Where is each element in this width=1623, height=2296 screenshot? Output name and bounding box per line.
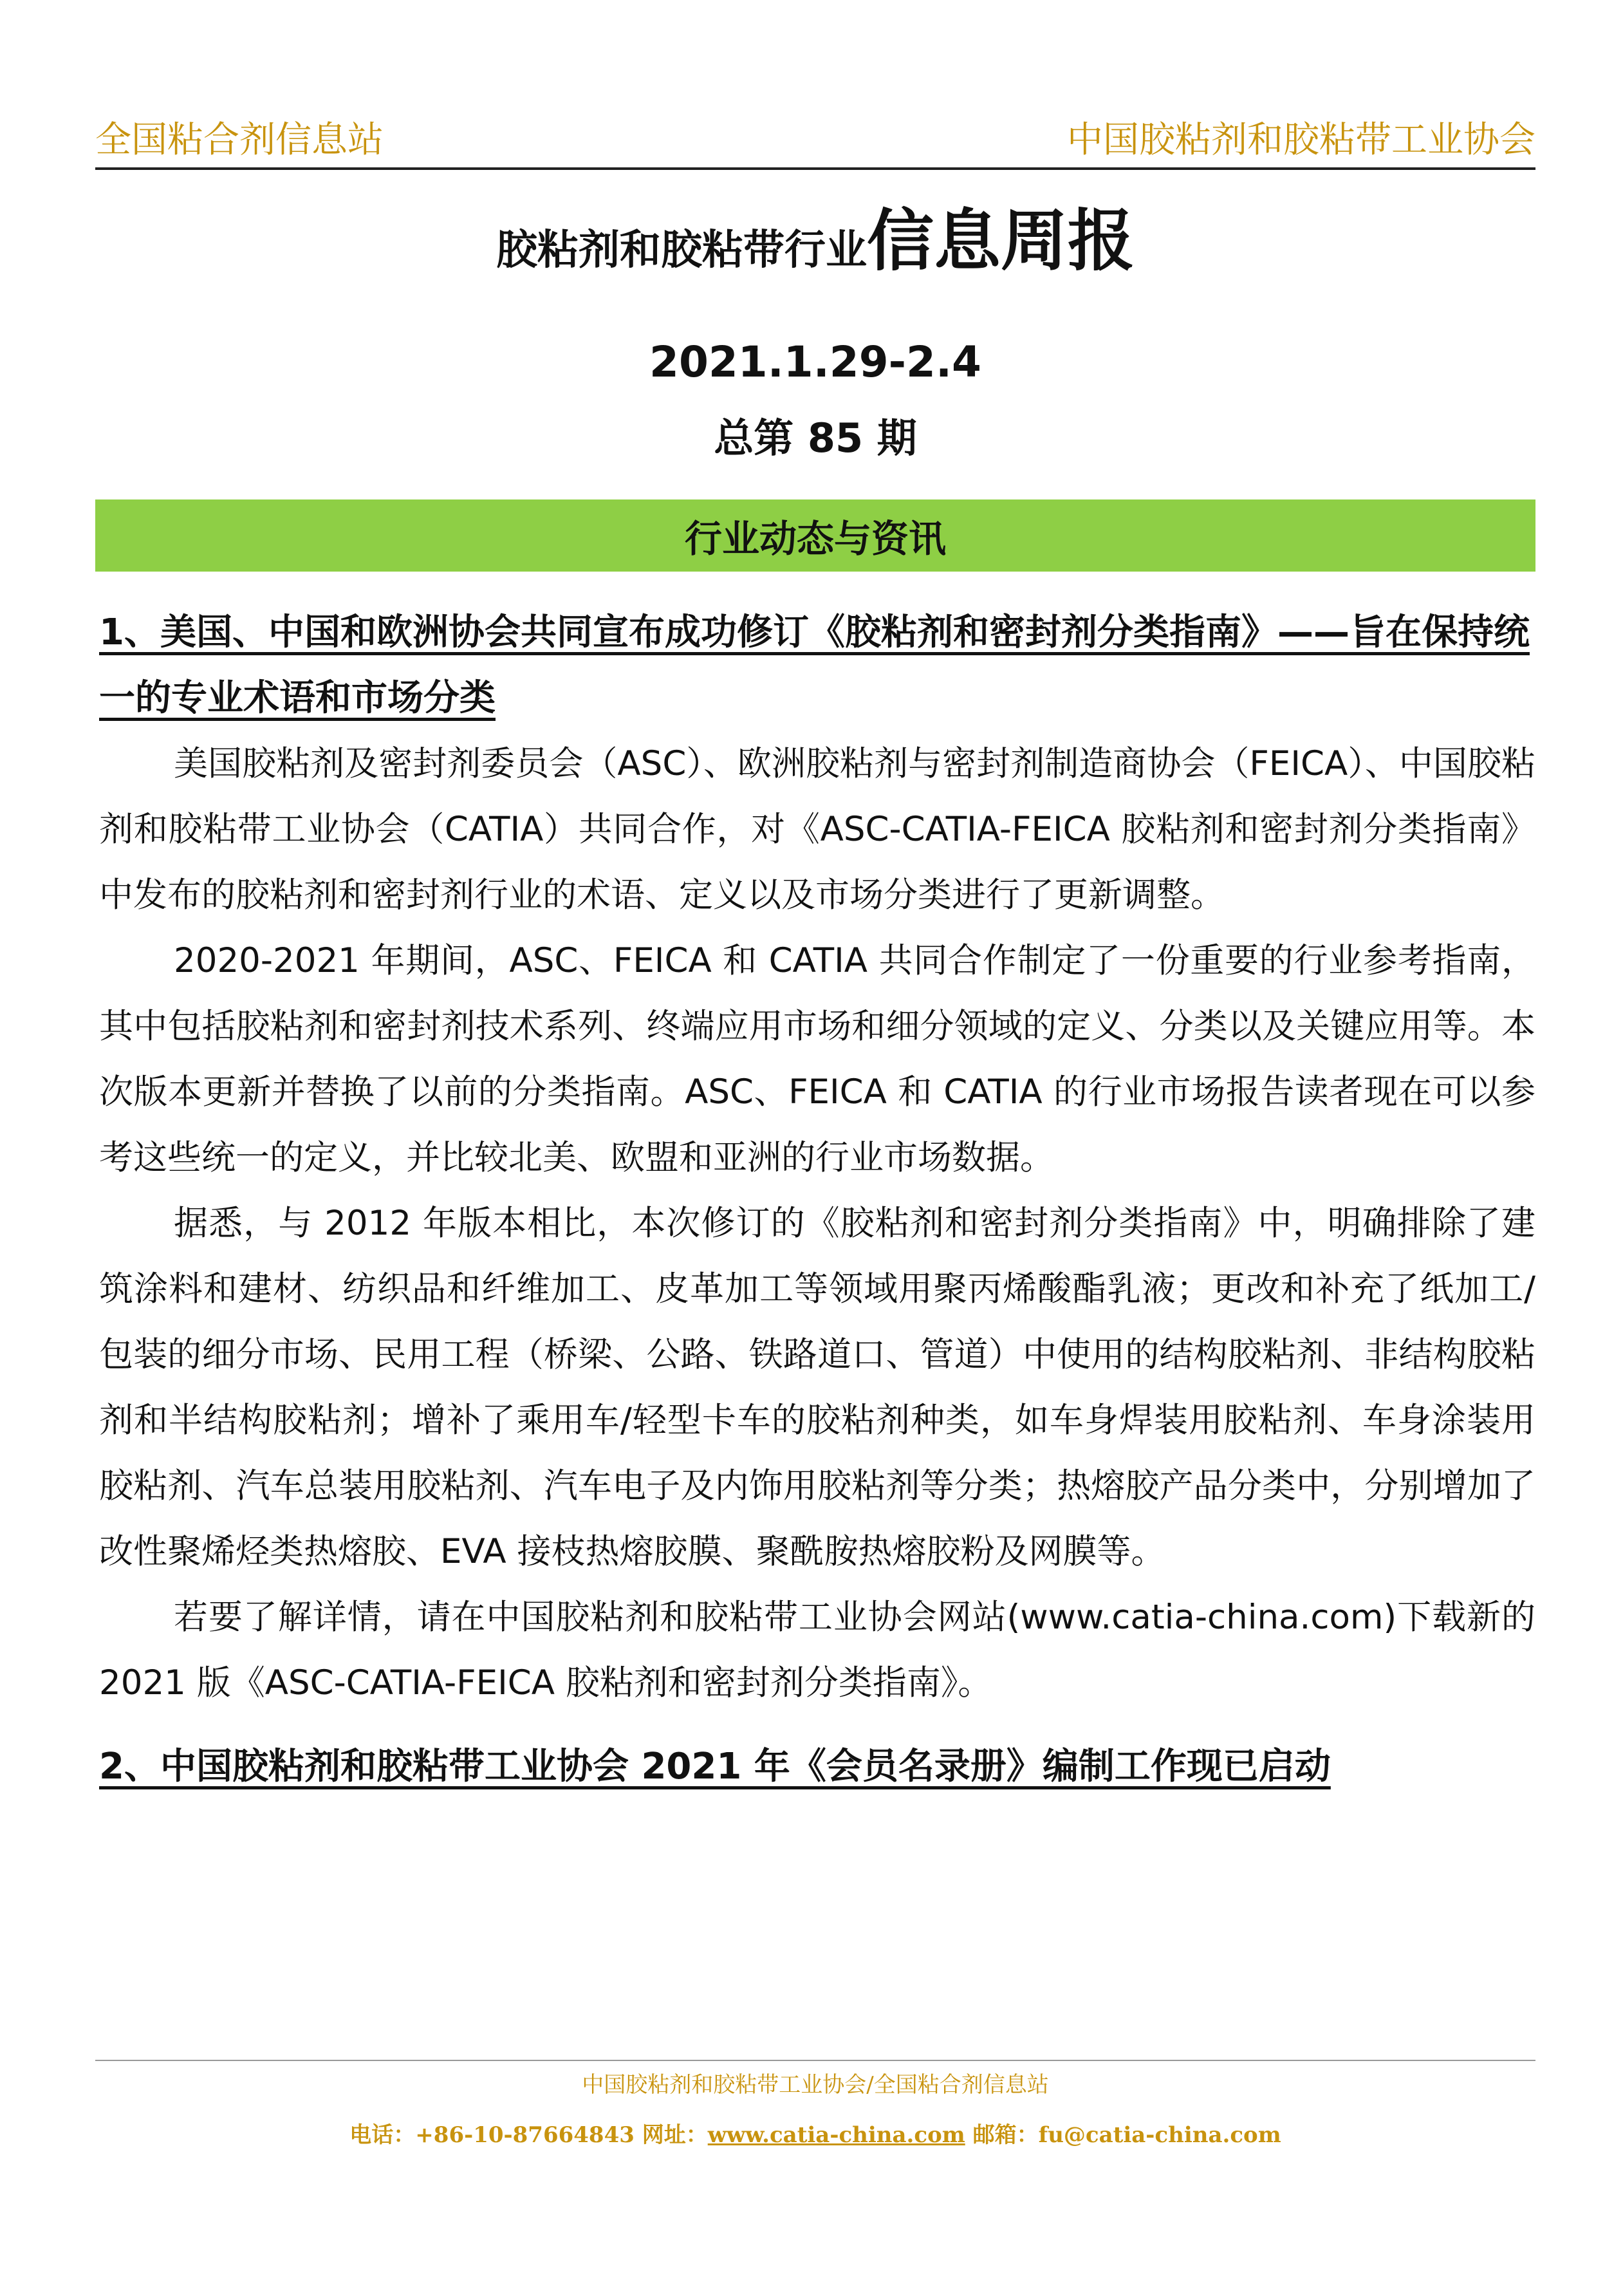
header-left-text: 全国粘合剂信息站	[95, 119, 384, 161]
page-header	[95, 113, 1535, 170]
date-range: 2021.1.29-2.4	[649, 337, 981, 387]
article-1-paragraph: 美国胶粘剂及密封剂委员会（ASC）、欧洲胶粘剂与密封剂制造商协会（FEICA）、中国胶粘剂和胶粘带工业协会（CATIA）共同合作，对《ASC-CATIA-FEICA 胶粘剂和密封剂分类指南》中发布的胶粘剂和密封剂行业的术语、定义以及市场分类进行了更新调整。	[99, 744, 1535, 915]
article-1-paragraph: 据悉，与 2012 年版本相比，本次修订的《胶粘剂和密封剂分类指南》中，明确排除了建筑涂料和建材、纺织品和纤维加工、皮革加工等领域用聚丙烯酸酯乳液；更改和补充了纸加工/包装的细分市场、民用工程（桥梁、公路、铁路道口、管道）中使用的结构胶粘剂、非结构胶粘剂和半结构胶粘剂；增补了乘用车/轻型卡车的胶粘剂种类，如车身焊装用胶粘剂、车身涂装用胶粘剂、汽车总装用胶粘剂、汽车电子及内饰用胶粘剂等分类；热熔胶产品分类中，分别增加了改性聚烯烃类热熔胶、EVA 接枝热熔胶膜、聚酰胺热熔胶粉及网膜等。	[99, 1204, 1535, 1571]
footer-website-link[interactable]: www.catia-china.com	[707, 2122, 965, 2148]
issue-number: 总第 85 期	[714, 415, 917, 462]
footer-organization: 中国胶粘剂和胶粘带工业协会/全国粘合剂信息站	[582, 2072, 1049, 2098]
section-heading	[95, 499, 1535, 572]
article-2-title[interactable]: 2、中国胶粘剂和胶粘带工业协会 2021 年《会员名录册》编制工作现已启动	[99, 1746, 1331, 1787]
article-1-paragraph: 若要了解详情，请在中国胶粘剂和胶粘带工业协会网站(www.catia-china.com)下载新的 2021 版《ASC-CATIA-FEICA 胶粘剂和密封剂分类指南》。	[99, 1598, 1535, 1703]
report-title	[95, 201, 1535, 280]
footer-phone: 电话：+86-10-87664843 网址：	[349, 2122, 708, 2148]
header-right-text: 中国胶粘剂和胶粘带工业协会	[1067, 119, 1535, 161]
footer-email: 邮箱：fu@catia-china.com	[965, 2122, 1281, 2148]
report-title-main: 信息周报	[866, 201, 1135, 280]
footer-contact	[95, 2120, 1535, 2151]
footer-divider	[95, 2060, 1535, 2061]
article-body	[99, 600, 1535, 1800]
article-1-title[interactable]: 1、美国、中国和欧洲协会共同宣布成功修订《胶粘剂和密封剂分类指南》——旨在保持统一的专业术语和市场分类	[99, 611, 1530, 719]
article-1-paragraph: 2020-2021 年期间，ASC、FEICA 和 CATIA 共同合作制定了一份重要的行业参考指南，其中包括胶粘剂和密封剂技术系列、终端应用市场和细分领域的定义、分类以及关键应用等。本次版本更新并替换了以前的分类指南。ASC、FEICA 和 CATIA 的行业市场报告读者现在可以参考这些统一的定义，并比较北美、欧盟和亚洲的行业市场数据。	[99, 941, 1535, 1177]
section-heading-text: 行业动态与资讯	[684, 517, 946, 561]
report-title-prefix: 胶粘剂和胶粘带行业	[496, 227, 867, 274]
